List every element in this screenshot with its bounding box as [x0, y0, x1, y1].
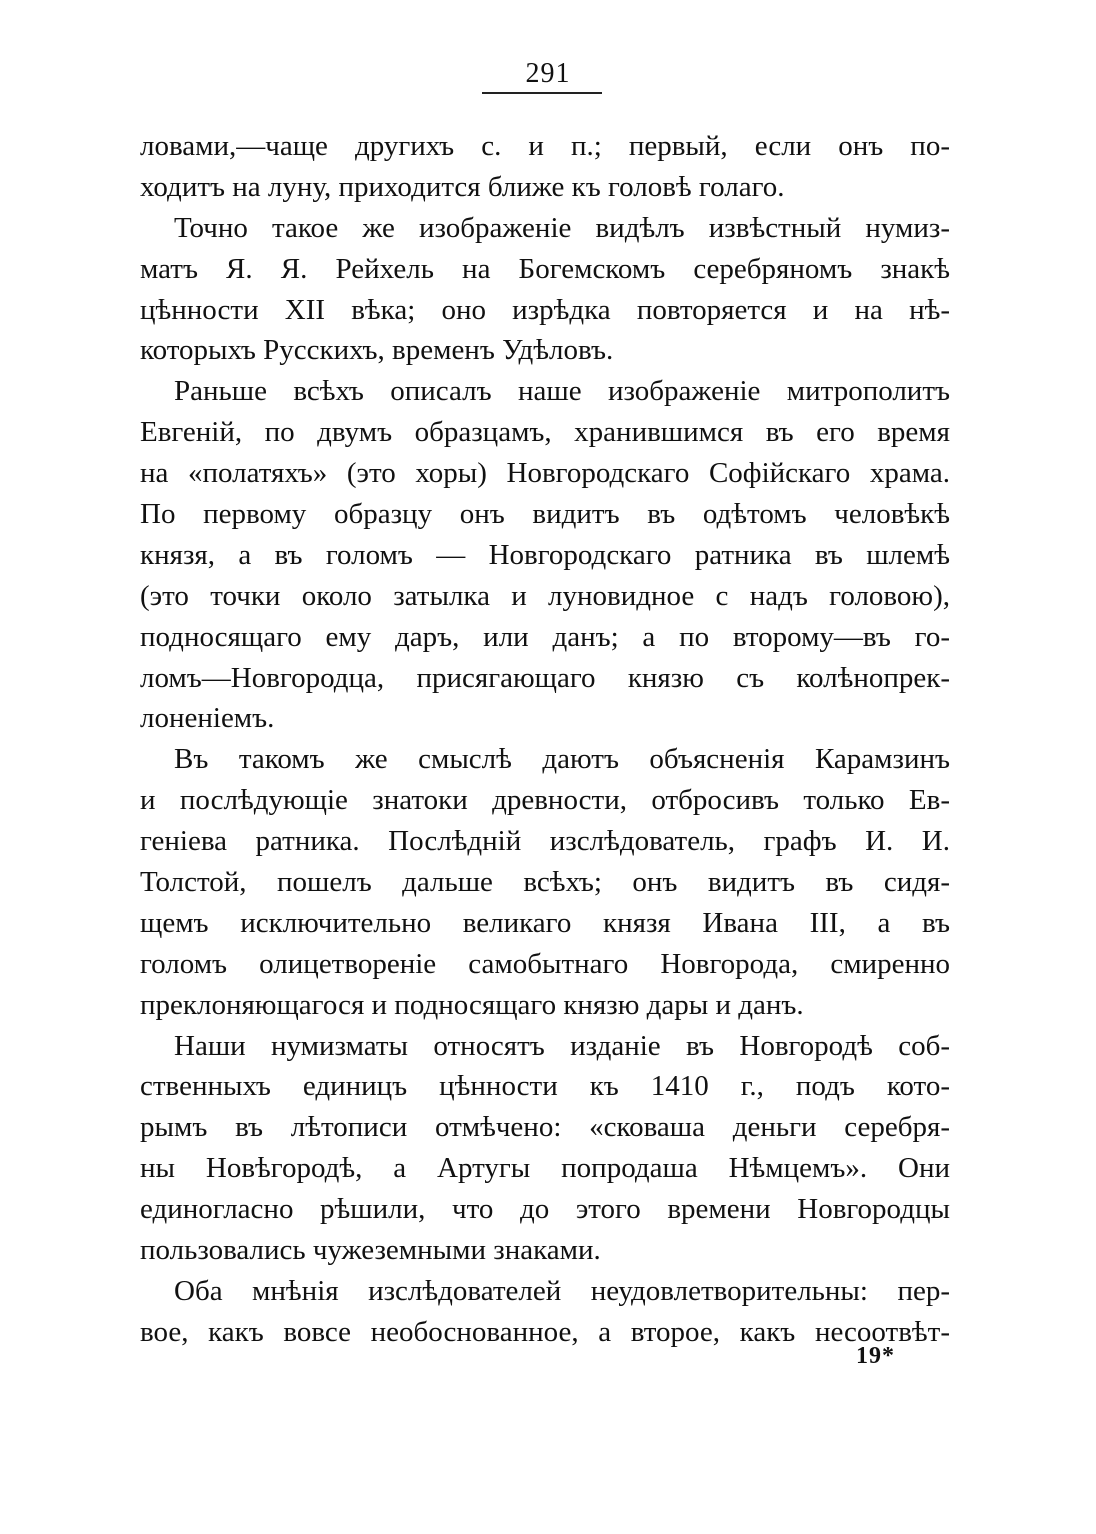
text-line: и послѣдующіе знатоки древности, отбросивъ только Ев- [140, 784, 950, 817]
text-line: князя, а въ голомъ — Новгородскаго ратника въ шлемѣ [140, 538, 950, 571]
text-line: геніева ратника. Послѣдній изслѣдователь, графъ И. И. [140, 825, 950, 858]
text-line: (это точки около затылка и луновидное с надъ головою), [140, 579, 950, 612]
printers-signature-mark: 19* [856, 1343, 895, 1369]
text-line: Евгеній, по двумъ образцамъ, хранившимся въ его время [140, 416, 950, 449]
text-line: преклоняющагося и подносящаго князю дары и данъ. [140, 988, 804, 1021]
text-line: голомъ олицетвореніе самобытнаго Новгорода, смиренно [140, 947, 950, 980]
text-line: Въ такомъ же смыслѣ даютъ объясненія Карамзинъ [174, 743, 950, 776]
text-line: которыхъ Русскихъ, временъ Удѣловъ. [140, 334, 614, 367]
text-line: рымъ въ лѣтописи отмѣчено: «сковаша деньги серебря- [140, 1111, 950, 1144]
text-line: Оба мнѣнія изслѣдователей неудовлетворительны: пер- [174, 1274, 950, 1307]
text-line: щемъ исключительно великаго князя Ивана III, а въ [140, 906, 950, 939]
text-line: пользовались чужеземными знаками. [140, 1234, 601, 1267]
text-line: ственныхъ единицъ цѣнности къ 1410 г., подъ кото- [140, 1070, 950, 1103]
text-line: ловами,—чаще другихъ с. и п.; первый, если онъ по- [140, 130, 950, 162]
text-line: цѣнности XII вѣка; оно изрѣдка повторяется и на нѣ- [140, 293, 950, 326]
text-line: подносящаго ему даръ, или данъ; а по второму—въ го- [140, 620, 950, 653]
text-line: единогласно рѣшили, что до этого времени Новгородцы [140, 1193, 950, 1226]
page-number: 291 [525, 58, 571, 89]
text-line: ны Новѣгородѣ, а Артугы попродаша Нѣмцемъ». Они [140, 1152, 950, 1185]
page-number-rule [482, 92, 602, 94]
text-line: Толстой, пошелъ дальше всѣхъ; онъ видитъ въ сидя- [140, 866, 950, 899]
text-line: Раньше всѣхъ описалъ наше изображеніе митрополитъ [174, 375, 950, 408]
text-line: ходитъ на луну, приходится ближе къ головѣ голаго. [140, 170, 785, 203]
text-line: на «полатяхъ» (это хоры) Новгородскаго Софійскаго храма. [140, 457, 950, 490]
text-line: вое, какъ вовсе необоснованное, а второе, какъ несоотвѣт- [140, 1315, 950, 1348]
body-text [140, 126, 950, 1353]
text-line: лоненіемъ. [140, 702, 275, 735]
text-line: ломъ—Новгородца, присягающаго князю съ колѣнопрек- [140, 661, 950, 694]
text-line: Наши нумизматы относятъ изданіе въ Новгородѣ соб- [174, 1029, 950, 1062]
text-line: По первому образцу онъ видитъ въ одѣтомъ человѣкѣ [140, 498, 950, 531]
text-line: матъ Я. Я. Рейхель на Богемскомъ серебряномъ знакѣ [140, 252, 950, 285]
text-line: Точно такое же изображеніе видѣлъ извѣстный нумиз- [174, 211, 950, 244]
